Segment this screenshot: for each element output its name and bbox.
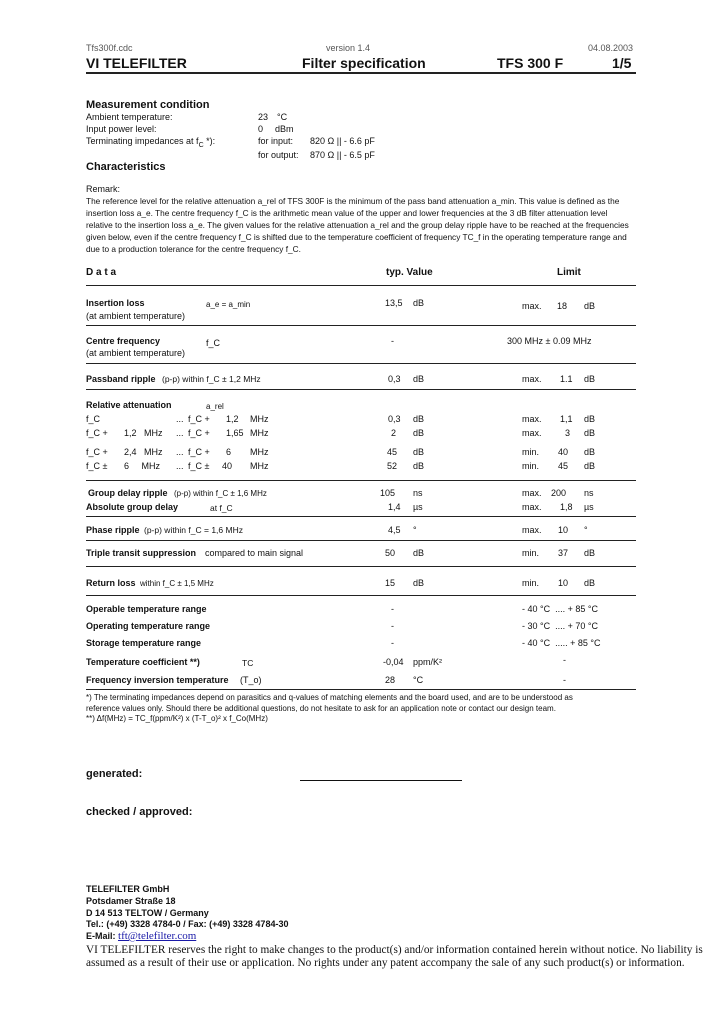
relatt-1-to-value: 1,2: [226, 414, 239, 424]
row-insertion-typ: 13,5: [385, 298, 403, 308]
relatt-4-unit: dB: [413, 461, 425, 471]
address-email-row: [86, 930, 196, 942]
row-relatt-cond: a_rel: [206, 402, 224, 411]
relatt-4-lim: 45: [558, 461, 569, 471]
relatt-3-from: f_C +: [86, 447, 108, 457]
relatt-2-lim: 3: [565, 428, 571, 438]
disclaimer-line-1: VI TELEFILTER reserves the right to make changes to the product(s) and/or information contained herein without notice. No liability is: [86, 944, 703, 956]
header-divider: [86, 72, 636, 74]
row-freqinv-cond: (T_o): [240, 675, 262, 685]
relatt-3-from-value: 2,4 MHz: [124, 447, 163, 457]
rule: [86, 540, 636, 541]
remark-label: Remark:: [86, 184, 121, 194]
address-name: TELEFILTER GmbH: [86, 884, 170, 894]
relatt-1-lunit: dB: [584, 414, 596, 424]
row-insertion-name: Insertion loss: [86, 298, 145, 308]
characteristics-heading: Characteristics: [86, 161, 166, 173]
address-city: D 14 513 TELTOW / Germany: [86, 908, 209, 918]
row-passband-lim-prefix: max.: [522, 374, 542, 384]
row-centre-typ: -: [391, 336, 394, 346]
rule: [86, 363, 636, 364]
row-absdelay-lim-prefix: max.: [522, 502, 542, 512]
relatt-4-to-value: 40: [222, 461, 233, 471]
row-tempco-cond: TC: [242, 658, 254, 668]
input-label: for input:: [258, 136, 294, 146]
row-absdelay-name: Absolute group delay: [86, 502, 179, 512]
row-insertion-cond: a_e = a_min: [206, 300, 251, 309]
relatt-2-lunit: dB: [584, 428, 596, 438]
relatt-2-dots: ...: [176, 428, 184, 438]
row-triple-typ-unit: dB: [413, 548, 425, 558]
power-unit: dBm: [275, 124, 294, 134]
row-gdripple-cond: (p-p) within f_C ± 1,6 MHz: [174, 489, 267, 498]
row-opertemp-typ: -: [391, 621, 394, 631]
relatt-3-typ: 45: [387, 447, 398, 457]
row-insertion-lim-prefix: max.: [522, 301, 542, 311]
footnote-2: **) Δf(MHz) = TC_f(ppm/K²) x (T-T_o)² x f_Co(MHz): [86, 714, 268, 723]
rule: [86, 689, 636, 690]
remark-line-4: given below, even if the centre frequency f_C is shifted due to the temperature coefficient of frequency TC_f in the operating temperature range and: [86, 232, 627, 242]
row-phase-cond: (p-p) within f_C = 1,6 MHz: [144, 525, 243, 535]
relatt-1-to: f_C +: [188, 414, 210, 424]
ambient-value: 23: [258, 112, 269, 122]
remark-line-5: due to a production tolerance for the centre frequency f_C.: [86, 244, 301, 254]
relatt-4-to: f_C ±: [188, 461, 210, 471]
relatt-3-to: f_C +: [188, 447, 210, 457]
row-passband-lim: 1.1: [560, 374, 573, 384]
table-header-rule: [86, 285, 636, 286]
row-phase-name: Phase ripple: [86, 525, 140, 535]
rule: [86, 566, 636, 567]
row-freqinv-lim: -: [563, 675, 566, 685]
row-return-name: Return loss: [86, 578, 136, 588]
relatt-4-from: f_C ±: [86, 461, 108, 471]
header-company: VI TELEFILTER: [86, 55, 187, 71]
row-phase-lim: 10: [558, 525, 569, 535]
output-label: for output:: [258, 150, 299, 160]
relatt-3-pre: min.: [522, 447, 540, 457]
row-absdelay-typ: 1,4: [388, 502, 401, 512]
output-value: 870 Ω || - 6.5 pF: [310, 150, 375, 160]
rule: [86, 516, 636, 517]
header-page: 1/5: [612, 55, 632, 71]
relatt-2-typ: 2: [391, 428, 397, 438]
relatt-3-lim: 40: [558, 447, 569, 457]
relatt-1-typ: 0,3: [388, 414, 401, 424]
row-triple-name: Triple transit suppression: [86, 548, 197, 558]
power-label: Input power level:: [86, 124, 157, 134]
relatt-1-pre: max.: [522, 414, 542, 424]
relatt-3-to-unit: MHz: [250, 447, 269, 457]
relatt-1-to-unit: MHz: [250, 414, 269, 424]
relatt-2-to-unit: MHz: [250, 428, 269, 438]
rule: [86, 325, 636, 326]
row-insertion-lim: 18: [557, 301, 568, 311]
header-filename: Tfs300f.cdc: [86, 43, 133, 53]
relatt-4-lunit: dB: [584, 461, 596, 471]
disclaimer-line-2: assumed as a result of their use or application. No rights under any patent accompany the sale of any such product(s) or information.: [86, 957, 685, 969]
row-gdripple-name: Group delay ripple: [88, 488, 168, 498]
row-optemp-lim: - 40 °C .... + 85 °C: [522, 604, 598, 614]
row-passband-lim-unit: dB: [584, 374, 596, 384]
relatt-1-dots: ...: [176, 414, 184, 424]
relatt-2-from: f_C +: [86, 428, 108, 438]
row-centre-name: Centre frequency: [86, 336, 161, 346]
row-triple-typ: 50: [385, 548, 396, 558]
row-return-typ-unit: dB: [413, 578, 425, 588]
relatt-4-dots: ...: [176, 461, 184, 471]
row-insertion-typ-unit: dB: [413, 298, 425, 308]
row-return-lim-unit: dB: [584, 578, 596, 588]
rule: [86, 389, 636, 390]
generated-label: generated:: [86, 768, 143, 780]
row-triple-cond: compared to main signal: [205, 548, 304, 558]
row-centre-cond: f_C: [206, 338, 221, 348]
row-freqinv-typ-unit: °C: [413, 675, 424, 685]
row-centre-sub: (at ambient temperature): [86, 348, 186, 358]
col-limit: Limit: [557, 267, 581, 278]
remark-line-3: relative to the insertion loss a_e. The given values for the relative attenuation a_rel and the group delay ripple have to be reached at the frequencies: [86, 220, 629, 230]
row-absdelay-typ-unit: µs: [413, 502, 423, 512]
row-tempco-name: Temperature coefficient **): [86, 657, 200, 667]
footnote-1b: reference values only. Should there be additional questions, do not hesitate to ask for an application note or contact our design team.: [86, 704, 556, 713]
row-freqinv-typ: 28: [385, 675, 396, 685]
row-optemp-typ: -: [391, 604, 394, 614]
row-tempco-typ: -0,04: [383, 657, 404, 667]
row-gdripple-typ-unit: ns: [413, 488, 423, 498]
relatt-2-unit: dB: [413, 428, 425, 438]
footnote-1a: *) The terminating impedances depend on parasitics and q-values of matching elements and the board used, and are to be understood as: [86, 693, 573, 702]
relatt-3-dots: ...: [176, 447, 184, 457]
row-phase-typ-unit: °: [413, 525, 417, 535]
row-storage-typ: -: [391, 638, 394, 648]
row-centre-lim: 300 MHz ± 0.09 MHz: [507, 336, 592, 346]
row-opertemp-lim: - 30 °C .... + 70 °C: [522, 621, 598, 631]
row-optemp-name: Operable temperature range: [86, 604, 207, 614]
header-doc-title: Filter specification: [302, 55, 426, 71]
relatt-2-to-value: 1,65: [226, 428, 244, 438]
row-tempco-lim: -: [563, 655, 566, 665]
row-insertion-sub: (at ambient temperature): [86, 311, 186, 321]
row-insertion-lim-unit: dB: [584, 301, 596, 311]
row-absdelay-lim: 1,8: [560, 502, 573, 512]
header-date: 04.08.2003: [588, 43, 634, 53]
row-gdripple-typ: 105: [380, 488, 396, 498]
address-email-link[interactable]: tft@telefilter.com: [118, 930, 197, 942]
row-triple-lim-unit: dB: [584, 548, 596, 558]
address-street: Potsdamer Straße 18: [86, 896, 176, 906]
relatt-3-lunit: dB: [584, 447, 596, 457]
signature-line[interactable]: [300, 780, 462, 781]
row-phase-typ: 4,5: [388, 525, 401, 535]
row-gdripple-lim: 200: [551, 488, 567, 498]
row-absdelay-lim-unit: µs: [584, 502, 594, 512]
header-version: version 1.4: [326, 43, 371, 53]
row-freqinv-name: Frequency inversion temperature: [86, 675, 229, 685]
row-passband-typ: 0,3: [388, 374, 401, 384]
impedance-label: Terminating impedances at $f_C$ *):: [86, 136, 216, 149]
relatt-1-lim: 1,1: [560, 414, 573, 424]
checked-label: checked / approved:: [86, 806, 193, 818]
row-return-lim: 10: [558, 578, 569, 588]
relatt-3-unit: dB: [413, 447, 425, 457]
row-absdelay-cond: at f_C: [210, 503, 233, 513]
relatt-4-from-value: 6 MHz: [124, 461, 161, 471]
row-triple-lim-prefix: min.: [522, 548, 540, 558]
remark-line-1: The reference level for the relative attenuation a_rel of TFS 300F is the minimum of the pass band attenuation a_min. This value is defined as the: [86, 196, 620, 206]
row-storage-name: Storage temperature range: [86, 638, 202, 648]
relatt-2-to: f_C +: [188, 428, 210, 438]
power-value: 0: [258, 124, 264, 134]
relatt-4-to-unit: MHz: [250, 461, 269, 471]
col-typ: typ. Value: [386, 267, 433, 278]
row-opertemp-name: Operating temperature range: [86, 621, 211, 631]
input-value: 820 Ω || - 6.6 pF: [310, 136, 375, 146]
row-phase-lim-prefix: max.: [522, 525, 542, 535]
rule: [86, 595, 636, 596]
ambient-label: Ambient temperature:: [86, 112, 173, 122]
relatt-4-pre: min.: [522, 461, 540, 471]
relatt-2-from-value: 1,2 MHz: [124, 428, 163, 438]
ambient-unit: °C: [277, 112, 288, 122]
row-return-cond: within f_C ± 1,5 MHz: [140, 579, 214, 588]
row-triple-lim: 37: [558, 548, 569, 558]
row-return-lim-prefix: min.: [522, 578, 540, 588]
row-storage-lim: - 40 °C ..... + 85 °C: [522, 638, 601, 648]
row-relatt-name: Relative attenuation: [86, 400, 172, 410]
relatt-3-to-value: 6: [226, 447, 232, 457]
address-phone: Tel.: (+49) 3328 4784-0 / Fax: (+49) 3328 4784-30: [86, 919, 289, 929]
relatt-1-unit: dB: [413, 414, 425, 424]
row-tempco-typ-unit: ppm/K²: [413, 657, 443, 667]
measurement-heading: Measurement condition: [86, 99, 210, 111]
relatt-4-typ: 52: [387, 461, 398, 471]
rule: [86, 480, 636, 481]
row-passband-typ-unit: dB: [413, 374, 425, 384]
address-email-label: E-Mail:: [86, 931, 119, 941]
relatt-1-from: f_C: [86, 414, 101, 424]
header-part: TFS 300 F: [497, 55, 564, 71]
row-passband-cond: (p-p) within f_C ± 1,2 MHz: [162, 374, 261, 384]
row-gdripple-lim-prefix: max.: [522, 488, 542, 498]
relatt-2-pre: max.: [522, 428, 542, 438]
row-phase-lim-unit: °: [584, 525, 588, 535]
remark-line-2: insertion loss a_e. The centre frequency f_C is the arithmetic mean value of the upper and lower frequencies at the 3 dB filter attenuation level: [86, 208, 608, 218]
row-passband-name: Passband ripple: [86, 374, 156, 384]
row-gdripple-lim-unit: ns: [584, 488, 594, 498]
row-return-typ: 15: [385, 578, 396, 588]
col-data: D a t a: [86, 267, 117, 278]
